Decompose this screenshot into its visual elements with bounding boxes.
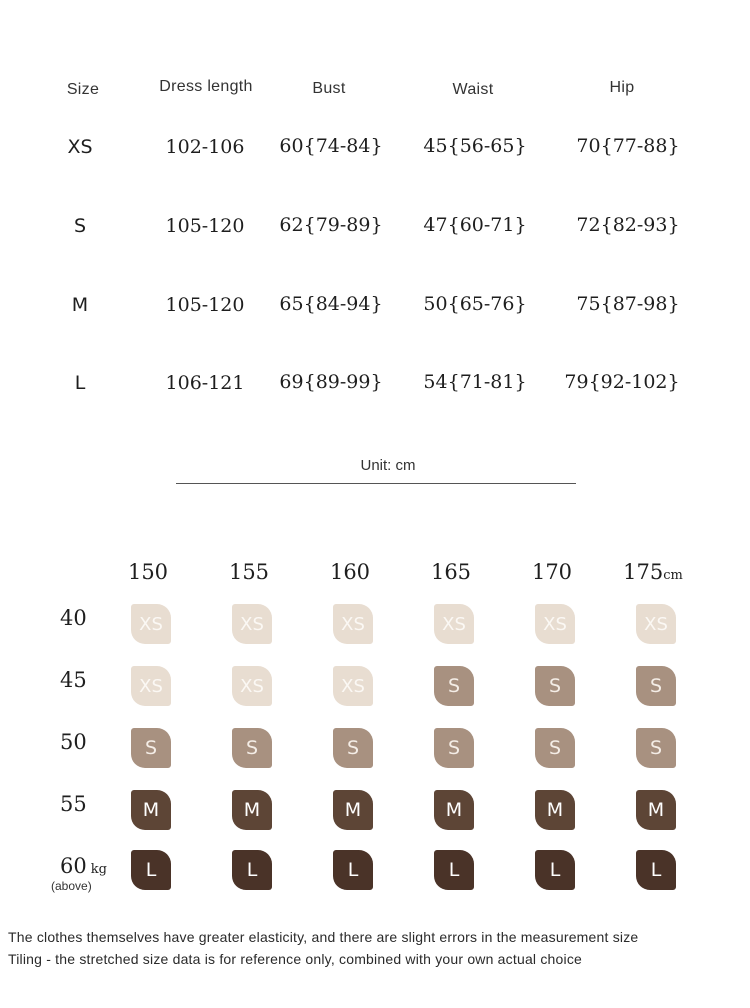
size-badge-s: S — [131, 728, 171, 768]
divider — [176, 483, 576, 484]
footer-note-line2: Tiling - the stretched size data is for reference only, combined with your own actual choice — [8, 951, 583, 967]
size-badge-l: L — [131, 850, 171, 890]
size-badge-xs: XS — [434, 604, 474, 644]
size-badge-s: S — [636, 728, 676, 768]
height-label: 150 — [127, 560, 169, 584]
height-label: 160 — [329, 560, 371, 584]
waist-value: 47{60-71} — [423, 214, 527, 236]
bust-value: 69{89-99} — [279, 371, 383, 393]
header-waist: Waist — [452, 81, 494, 98]
size-badge-l: L — [535, 850, 575, 890]
size-badge-s: S — [232, 728, 272, 768]
size-badge-xs: XS — [333, 604, 373, 644]
dress-length-value: 102-106 — [165, 136, 245, 158]
size-badge-s: S — [333, 728, 373, 768]
hip-value: 75{87-98} — [576, 293, 680, 315]
size-badge-xs: XS — [131, 604, 171, 644]
height-value: 175 — [623, 560, 664, 584]
row-size-label: M — [71, 294, 89, 316]
waist-value: 45{56-65} — [423, 135, 527, 157]
size-table — [0, 0, 750, 430]
height-label: 155 — [228, 560, 270, 584]
dress-length-value: 105-120 — [165, 215, 245, 237]
size-badge-s: S — [636, 666, 676, 706]
footer-note-line1: The clothes themselves have greater elasticity, and there are slight errors in the measurement size — [8, 929, 639, 945]
height-unit: cm — [663, 568, 683, 583]
size-badge-m: M — [636, 790, 676, 830]
bust-value: 60{74-84} — [279, 135, 383, 157]
size-badge-xs: XS — [636, 604, 676, 644]
size-badge-s: S — [434, 728, 474, 768]
header-hip: Hip — [609, 79, 635, 96]
size-badge-l: L — [434, 850, 474, 890]
size-badge-m: M — [131, 790, 171, 830]
weight-label-last — [60, 854, 107, 878]
weight-above-note: (above) — [51, 879, 92, 893]
height-label: 170 — [531, 560, 573, 584]
dress-length-value: 106-121 — [165, 372, 245, 394]
row-size-label: XS — [67, 136, 93, 158]
size-badge-xs: XS — [333, 666, 373, 706]
size-badge-m: M — [232, 790, 272, 830]
unit-label: Unit: cm — [360, 457, 416, 474]
weight-label: 40 — [60, 606, 87, 630]
row-size-label: L — [74, 372, 86, 394]
size-badge-xs: XS — [232, 604, 272, 644]
hip-value: 72{82-93} — [576, 214, 680, 236]
size-badge-l: L — [333, 850, 373, 890]
weight-label: 55 — [60, 792, 87, 816]
header-dress-length: Dress length — [159, 78, 253, 95]
height-label-last — [623, 560, 683, 584]
waist-value: 50{65-76} — [423, 293, 527, 315]
size-badge-xs: XS — [232, 666, 272, 706]
header-bust: Bust — [312, 80, 346, 97]
dress-length-value: 105-120 — [165, 294, 245, 316]
size-badge-s: S — [535, 728, 575, 768]
size-badge-s: S — [535, 666, 575, 706]
weight-value: 60 — [60, 854, 87, 878]
size-badge-l: L — [232, 850, 272, 890]
size-badge-s: S — [434, 666, 474, 706]
size-badge-l: L — [636, 850, 676, 890]
hip-value: 79{92-102} — [564, 371, 680, 393]
header-size: Size — [66, 81, 100, 98]
weight-unit: kg — [90, 862, 107, 877]
waist-value: 54{71-81} — [423, 371, 527, 393]
bust-value: 65{84-94} — [279, 293, 383, 315]
row-size-label: S — [73, 215, 87, 237]
size-badge-xs: XS — [131, 666, 171, 706]
weight-label: 45 — [60, 668, 87, 692]
weight-label: 50 — [60, 730, 87, 754]
size-badge-m: M — [333, 790, 373, 830]
size-badge-m: M — [434, 790, 474, 830]
hip-value: 70{77-88} — [576, 135, 680, 157]
height-label: 165 — [430, 560, 472, 584]
size-badge-m: M — [535, 790, 575, 830]
size-badge-xs: XS — [535, 604, 575, 644]
bust-value: 62{79-89} — [279, 214, 383, 236]
